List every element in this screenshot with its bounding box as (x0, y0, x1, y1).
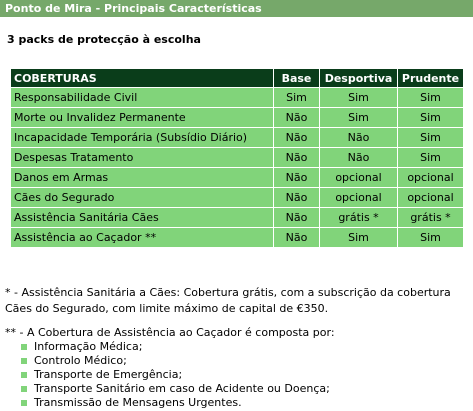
coverage-table (10, 68, 464, 248)
table-cell: Sim (274, 88, 319, 107)
list-item-label: Transporte de Emergência; (34, 368, 183, 381)
table-cell: Sim (320, 228, 397, 247)
square-bullet-icon (21, 372, 27, 378)
column-header: COBERTURAS (11, 69, 273, 87)
table-cell: Não (320, 128, 397, 147)
table-cell: Não (274, 228, 319, 247)
table-cell: Sim (398, 228, 463, 247)
page-header: Ponto de Mira - Principais Características (0, 0, 473, 17)
table-cell: Não (274, 128, 319, 147)
square-bullet-icon (21, 358, 27, 364)
list-item (20, 354, 330, 368)
row-label: Morte ou Invalidez Permanente (11, 108, 273, 127)
footnote-dog-assistance: * - Assistência Sanitária a Cães: Cobertura grátis, com a subscrição da cobertura Cães do Segurado, com limite máximo de capital de €350. (5, 286, 451, 315)
table-cell: Não (274, 208, 319, 227)
list-item-label: Controlo Médico; (34, 354, 127, 367)
row-label: Responsabilidade Civil (11, 88, 273, 107)
table-row (11, 148, 463, 167)
row-label: Despesas Tratamento (11, 148, 273, 167)
row-label: Danos em Armas (11, 168, 273, 187)
list-item-label: Transmissão de Mensagens Urgentes. (34, 396, 242, 409)
table-row (11, 128, 463, 147)
column-header: Desportiva (320, 69, 397, 87)
row-label: Incapacidade Temporária (Subsídio Diário) (11, 128, 273, 147)
table-cell: Não (274, 148, 319, 167)
table-cell: Não (274, 168, 319, 187)
table-cell: Sim (398, 108, 463, 127)
square-bullet-icon (21, 344, 27, 350)
list-item-label: Transporte Sanitário em caso de Acidente ou Doença; (34, 382, 330, 395)
table-cell: Sim (320, 88, 397, 107)
table-cell: opcional (398, 188, 463, 207)
table-header-row (11, 69, 463, 87)
table-cell: grátis * (320, 208, 397, 227)
table-cell: Sim (398, 88, 463, 107)
table-row (11, 208, 463, 227)
table-row (11, 168, 463, 187)
table-cell: Sim (398, 148, 463, 167)
table-row (11, 188, 463, 207)
row-label: Cães do Segurado (11, 188, 273, 207)
table-cell: opcional (320, 188, 397, 207)
table-row (11, 108, 463, 127)
table-cell: Sim (320, 108, 397, 127)
column-header: Base (274, 69, 319, 87)
square-bullet-icon (21, 386, 27, 392)
list-item (20, 340, 330, 354)
footnote-hunter-assistance: ** - A Cobertura de Assistência ao Caçador é composta por: (5, 326, 335, 339)
list-item-label: Informação Médica; (34, 340, 143, 353)
list-item (20, 368, 330, 382)
square-bullet-icon (21, 400, 27, 406)
assistance-list (20, 340, 330, 410)
table-cell: opcional (398, 168, 463, 187)
table-row (11, 88, 463, 107)
list-item (20, 382, 330, 396)
table-cell: Sim (398, 128, 463, 147)
table-row (11, 228, 463, 247)
table-cell: Não (274, 188, 319, 207)
table-cell: opcional (320, 168, 397, 187)
row-label: Assistência Sanitária Cães (11, 208, 273, 227)
column-header: Prudente (398, 69, 463, 87)
list-item (20, 396, 330, 410)
section-subtitle: 3 packs de protecção à escolha (7, 33, 201, 46)
row-label: Assistência ao Caçador ** (11, 228, 273, 247)
table-cell: Não (274, 108, 319, 127)
table-cell: grátis * (398, 208, 463, 227)
table-cell: Não (320, 148, 397, 167)
